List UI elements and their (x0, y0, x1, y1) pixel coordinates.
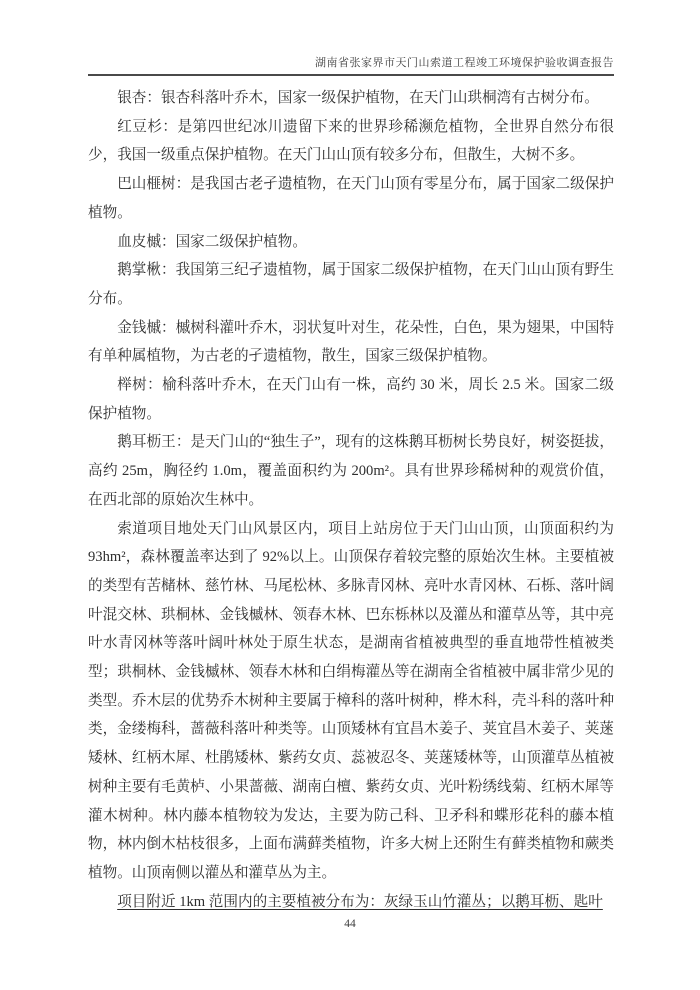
body-paragraph: 红豆杉：是第四世纪冰川遗留下来的世界珍稀濒危植物，全世界自然分布很少，我国一级重点保护植物。在天门山山顶有较多分布，但散生，大树不多。 (88, 118, 614, 164)
body-paragraph: 鹅耳枥王：是天门山的“独生子”，现有的这株鹅耳枥树长势良好，树姿挺拔，高约 25m，胸径约 1.0m，覆盖面积约为 200m²。具有世界珍稀树种的观赏价值，在西北部的原始次生林中。 (88, 434, 614, 508)
body-paragraph-underlined: 项目附近 1km 范围内的主要植被分布为：灰绿玉山竹灌丛；以鹅耳枥、匙叶 (117, 893, 603, 910)
header-title: 湖南省张家界市天门山索道工程竣工环境保护验收调查报告 (315, 57, 614, 69)
document-body (88, 84, 614, 916)
body-paragraph: 索道项目地处天门山风景区内，项目上站房位于天门山山顶，山顶面积约为93hm²，森林覆盖率达到了 92%以上。山顶保存着较完整的原始次生林。主要植被的类型有苦槠林、慈竹林、马尾松林、多脉青冈林、亮叶水青冈林、石栎、落叶阔叶混交林、珙桐林、金钱槭林、领春木林、巴东栎林以及灌丛和灌草丛等，其中亮叶水青冈林等落叶阔叶林处于原生状态，是湖南省植被典型的垂直地带性植被类型；珙桐林、金钱槭林、领春木林和白绢梅灌丛等在湖南全省植被中属非常少见的类型。乔木层的优势乔木树种主要属于樟科的落叶树种，桦木科，壳斗科的落叶种类，金缕梅科，蔷薇科落叶种类等。山顶矮林有宜昌木姜子、荚宜昌木姜子、荚蒾矮林、红柄木犀、杜鹃矮林、紫药女贞、蕊被忍冬、荚蒾矮林等，山顶灌草丛植被树种主要有毛黄栌、小果蔷薇、湖南白檀、紫药女贞、光叶粉绣线菊、红柄木犀等灌木树种。林内藤本植物较为发达，主要为防己科、卫矛科和蝶形花科的藤本植物，林内倒木枯枝很多，上面布满藓类植物，许多大树上还附生有藓类植物和蕨类植物。山顶南侧以灌丛和灌草丛为主。 (88, 520, 614, 881)
body-paragraph: 血皮槭：国家二级保护植物。 (117, 233, 307, 250)
page-footer (0, 914, 700, 932)
page-number: 44 (344, 918, 356, 930)
page-header (88, 54, 614, 76)
body-paragraph: 鹅掌楸：我国第三纪孑遗植物，属于国家二级保护植物，在天门山山顶有野生分布。 (88, 262, 614, 307)
body-paragraph: 银杏：银杏科落叶乔木，国家一级保护植物，在天门山珙桐湾有古树分布。 (117, 90, 599, 106)
body-paragraph: 榉树：榆科落叶乔木，在天门山有一株，高约 30 米，周长 2.5 米。国家二级保护植物。 (88, 377, 614, 422)
body-paragraph: 金钱槭：槭树科灌叶乔木，羽状复叶对生，花朵性，白色，果为翅果，中国特有单种属植物，为古老的孑遗植物，散生，国家三级保护植物。 (88, 319, 614, 365)
body-paragraph: 巴山榧树：是我国古老孑遗植物，在天门山顶有零星分布，属于国家二级保护植物。 (88, 176, 614, 221)
